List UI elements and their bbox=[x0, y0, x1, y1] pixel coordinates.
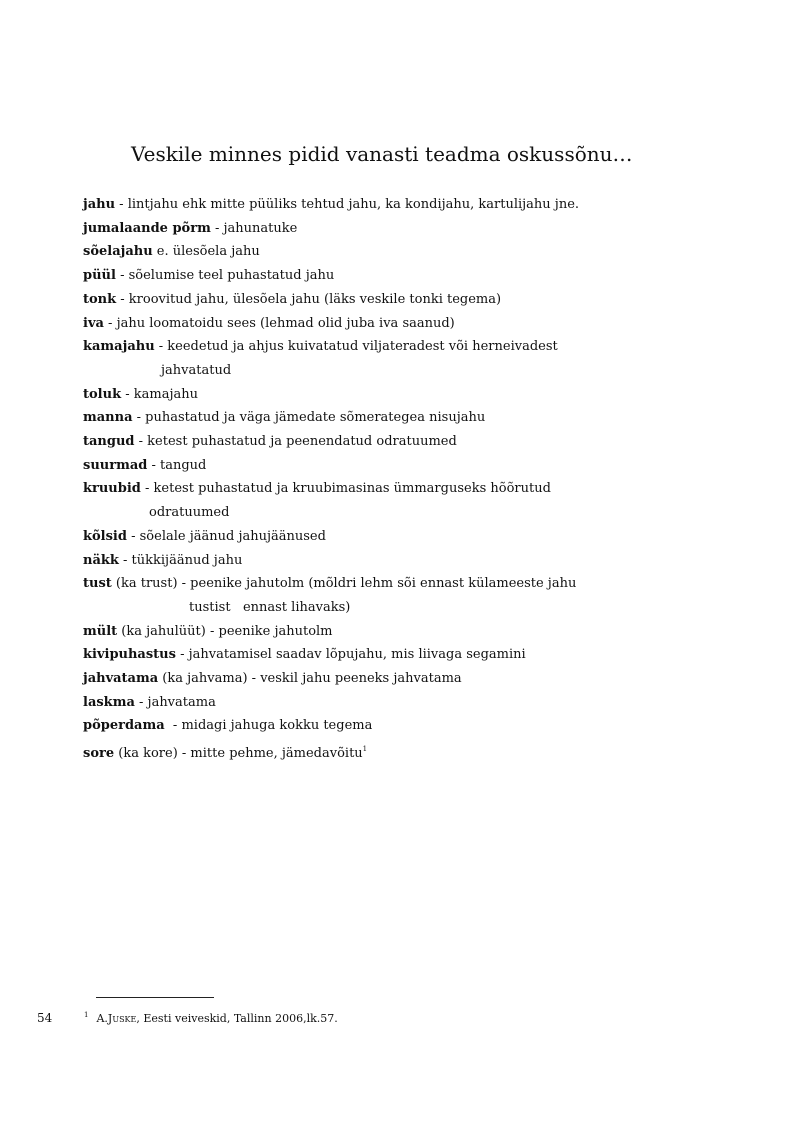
entry-term: jahu bbox=[83, 197, 116, 212]
footnote bbox=[84, 1011, 338, 1025]
entry-definition: - midagi jahuga kokku tegema bbox=[164, 718, 373, 734]
footnote-text bbox=[96, 1012, 337, 1025]
entry-term: tonk bbox=[83, 291, 117, 307]
glossary-entry bbox=[83, 288, 763, 312]
entry-definition: - jahu loomatoidu sees (lehmad olid juba iva saanud) bbox=[103, 315, 455, 331]
entry-definition: - ketest puhastatud ja peenendatud odratuumed bbox=[134, 434, 457, 450]
glossary-entry bbox=[83, 454, 763, 478]
entry-term: mült bbox=[83, 623, 118, 639]
glossary-entry bbox=[83, 335, 763, 382]
entry-definition: (ka trust) - peenike jahutolm (mõldri lehm sõi ennast külameeste jahu bbox=[111, 576, 577, 592]
entry-definition: - sõelale jäänud jahujäänused bbox=[126, 528, 326, 544]
glossary-entry bbox=[83, 714, 763, 738]
entry-continuation: odratuumed bbox=[149, 505, 230, 521]
entry-definition: - puhastatud ja väga jämedate sõmerategea nisujahu bbox=[132, 410, 486, 426]
entry-term: iva bbox=[83, 315, 104, 331]
entry-term: manna bbox=[83, 410, 133, 426]
entry-definition: - lintjahu ehk mitte püüliks tehtud jahu, ka kondijahu, kartulijahu jne. bbox=[115, 197, 580, 212]
entry-term: kõlsid bbox=[83, 528, 127, 544]
footnote-author-surname: Juske bbox=[107, 1012, 137, 1025]
entry-definition: - jahunatuke bbox=[210, 220, 298, 236]
entry-term: jumalaande põrm bbox=[83, 220, 211, 236]
entry-definition: - tükkijäänud jahu bbox=[118, 552, 243, 568]
entry-term: suurmad bbox=[83, 457, 148, 473]
footnote-author-initial: A. bbox=[96, 1012, 108, 1025]
entry-definition: e. ülesõela jahu bbox=[152, 244, 260, 260]
footnote-citation: , Eesti veiveskid, Tallinn 2006,lk.57. bbox=[136, 1012, 338, 1025]
entry-term: tust bbox=[83, 576, 112, 592]
entry-term: kamajahu bbox=[83, 339, 155, 355]
entry-definition: - tangud bbox=[147, 457, 207, 473]
glossary-entry bbox=[83, 193, 763, 217]
glossary-entry bbox=[83, 264, 763, 288]
glossary-entry bbox=[83, 525, 763, 549]
glossary-entry bbox=[83, 691, 763, 715]
entry-term: kruubid bbox=[83, 481, 141, 497]
glossary-entry bbox=[83, 572, 763, 619]
glossary-entry bbox=[83, 620, 763, 644]
footnote-separator bbox=[96, 997, 214, 998]
entry-definition: - jahvatamisel saadav lõpujahu, mis liivaga segamini bbox=[175, 647, 526, 663]
footnote-marker: 1 bbox=[84, 1011, 89, 1019]
footnote-reference[interactable]: 1 bbox=[362, 745, 368, 754]
entry-term: näkk bbox=[83, 552, 119, 568]
glossary-entry bbox=[83, 406, 763, 430]
page-title: Veskile minnes pidid vanasti teadma oskussõnu… bbox=[131, 142, 633, 166]
entry-definition: - keedetud ja ahjus kuivatatud viljateradest või herneivadest bbox=[154, 339, 558, 355]
glossary-entry bbox=[83, 643, 763, 667]
entry-definition: - jahvatama bbox=[134, 694, 216, 710]
glossary-entry bbox=[83, 667, 763, 691]
entry-definition: (ka jahvama) - veskil jahu peeneks jahvatama bbox=[158, 671, 462, 687]
entry-definition: - kamajahu bbox=[121, 386, 198, 402]
entry-term: laskma bbox=[83, 694, 135, 710]
entry-definition: - sõelumise teel puhastatud jahu bbox=[115, 268, 335, 284]
page-number: 54 bbox=[37, 1011, 53, 1025]
entry-term: sõelajahu bbox=[83, 244, 153, 260]
entry-term: kivipuhastus bbox=[83, 647, 176, 663]
entry-continuation: jahvatatud bbox=[161, 362, 232, 378]
entry-definition: (ka kore) - mitte pehme, jämedavõitu bbox=[114, 746, 363, 762]
entry-term: jahvatama bbox=[83, 671, 159, 687]
entry-continuation: tustist ennast lihavaks) bbox=[189, 599, 351, 615]
glossary-entry bbox=[83, 240, 763, 264]
glossary-entry bbox=[83, 549, 763, 573]
entry-term: põperdama bbox=[83, 718, 165, 734]
entry-definition: (ka jahulüüt) - peenike jahutolm bbox=[117, 623, 333, 639]
entry-term: tangud bbox=[83, 434, 135, 450]
entry-definition: - ketest puhastatud ja kruubimasinas ümmarguseks hõõrutud bbox=[140, 481, 551, 497]
glossary-entry bbox=[83, 383, 763, 407]
entry-term: sore bbox=[83, 746, 115, 762]
entry-term: püül bbox=[83, 268, 116, 284]
glossary-entry bbox=[83, 738, 763, 766]
glossary-list bbox=[83, 193, 763, 766]
glossary-entry bbox=[83, 312, 763, 336]
glossary-entry bbox=[83, 477, 763, 524]
entry-definition: - kroovitud jahu, ülesõela jahu (läks veskile tonki tegema) bbox=[116, 291, 502, 307]
entry-term: toluk bbox=[83, 386, 122, 402]
glossary-entry bbox=[83, 217, 763, 241]
glossary-entry bbox=[83, 430, 763, 454]
